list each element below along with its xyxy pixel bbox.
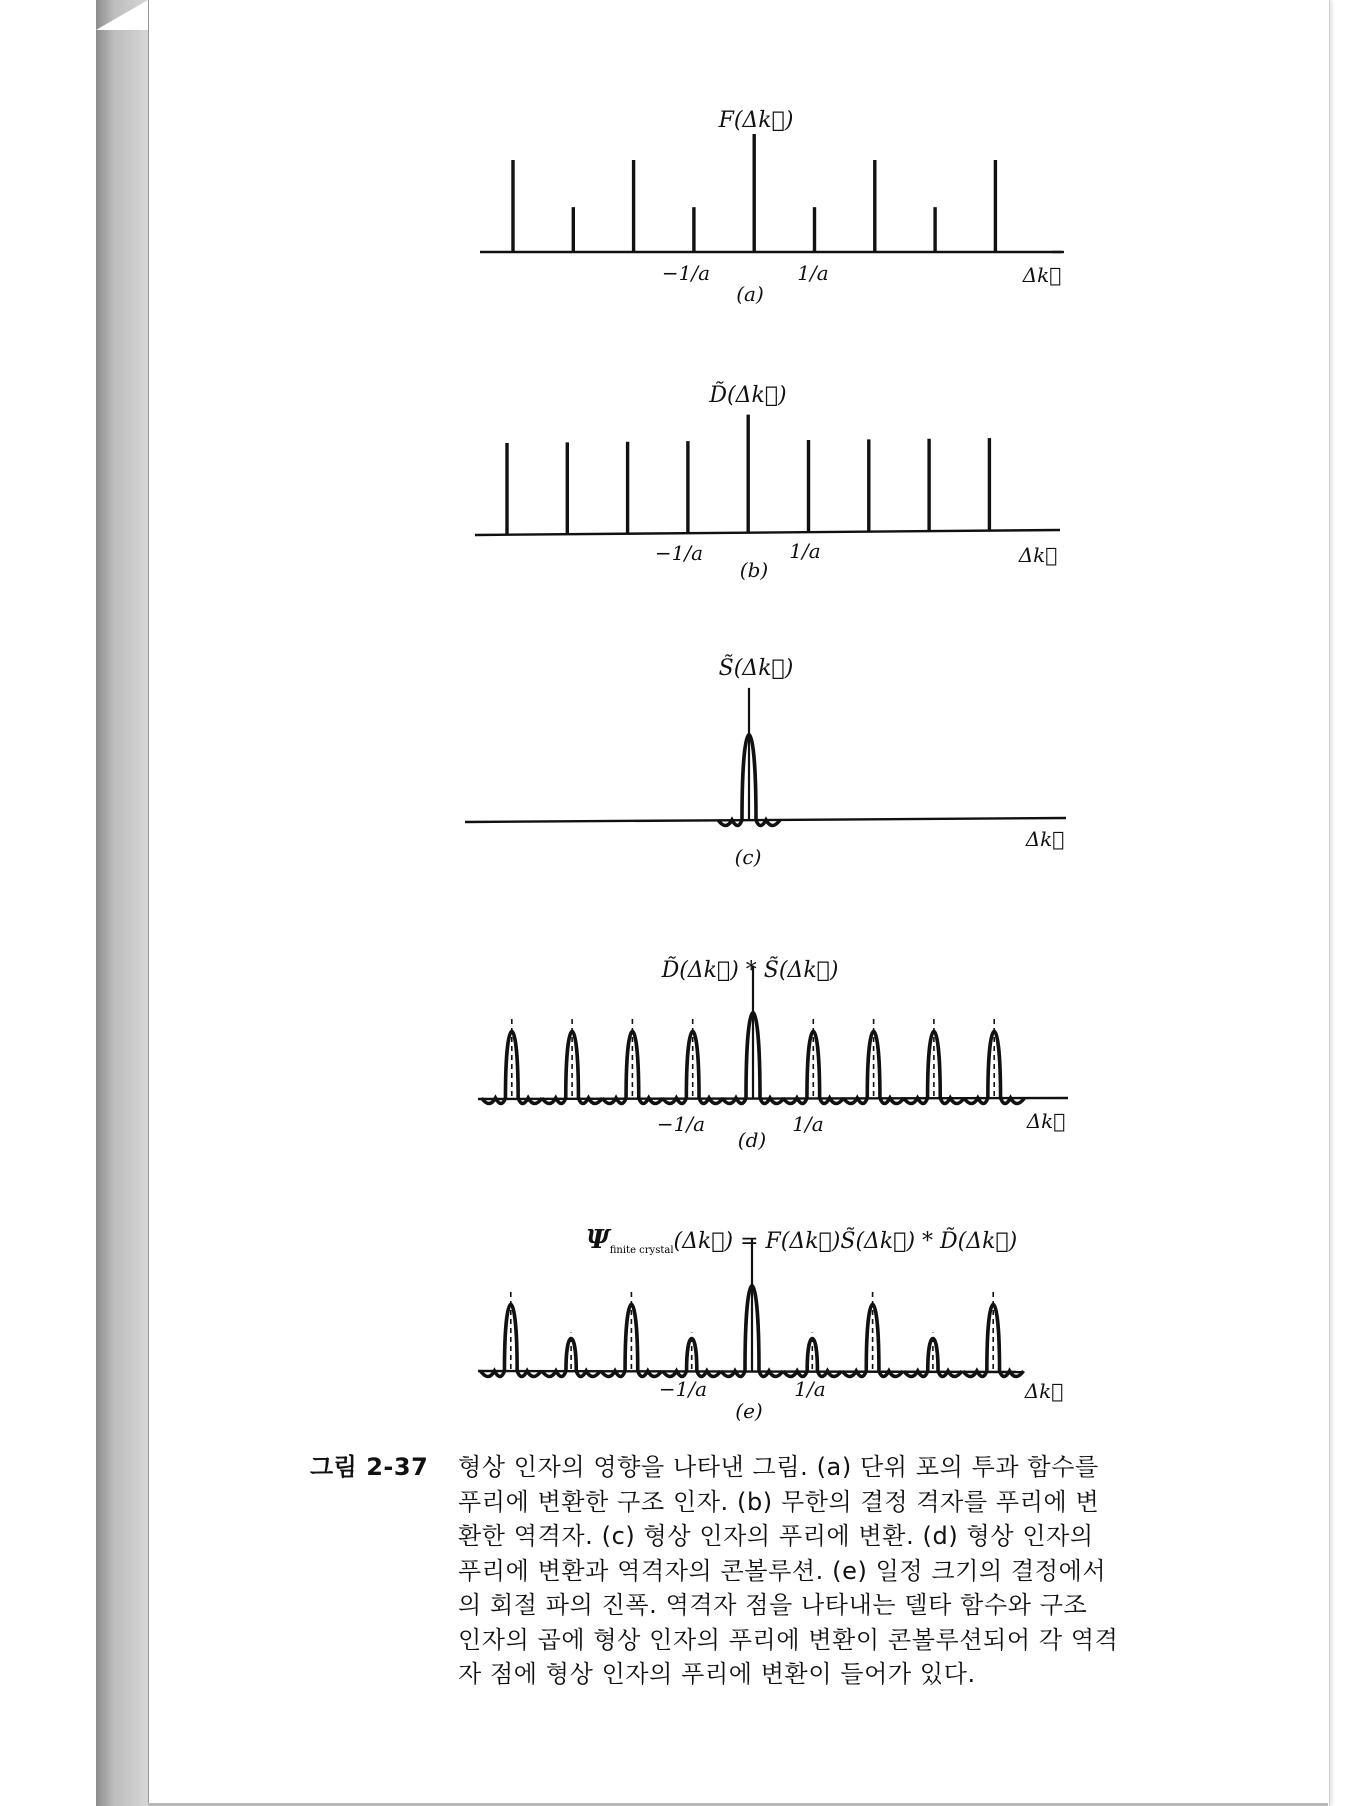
panel-e-peak--3: [542, 1332, 600, 1376]
panel-d-axis-label: Δk⃗: [1026, 1109, 1066, 1133]
panel-d-title: D̃(Δk⃗) * S̃(Δk⃗): [661, 958, 839, 983]
panel-e-tick-pos: 1/a: [794, 1377, 826, 1401]
panel-e-axis-label: Δk⃗: [1024, 1379, 1064, 1403]
panel-d-label: (d): [737, 1128, 767, 1152]
panel-b-tick-neg: −1/a: [654, 541, 704, 565]
panel-d-peaks: [481, 966, 1024, 1104]
panel-d-peak-4: [964, 1019, 1025, 1104]
panel-c-axis-label: Δk⃗: [1025, 827, 1065, 851]
panel-d-tick-neg: −1/a: [656, 1112, 706, 1136]
panel-c-title: S̃(Δk⃗): [718, 656, 794, 681]
panel-d-peak--1: [662, 1019, 723, 1104]
caption-line: 인자의 곱에 형상 인자의 푸리에 변환이 콘볼루션되어 각 역격: [458, 1625, 1119, 1654]
panel-e-peak--1: [663, 1332, 721, 1376]
panel-d-peak--2: [602, 1019, 663, 1104]
panel-a-title: F(Δk⃗): [718, 108, 794, 133]
panel-e-peak-3: [904, 1332, 962, 1376]
panel-e-tick-neg: −1/a: [658, 1377, 708, 1401]
panel-c: [465, 655, 1066, 869]
panel-a-tick-pos: 1/a: [797, 261, 829, 285]
panel-d-peak-2: [843, 1019, 904, 1104]
panel-e-peak--2: [601, 1292, 662, 1377]
panel-a-label: (a): [736, 282, 764, 306]
caption-line: 자 점에 형상 인자의 푸리에 변환이 들어가 있다.: [458, 1660, 976, 1688]
panel-b-label: (b): [739, 558, 769, 582]
caption-line: 푸리에 변환한 구조 인자. (b) 무한의 결정 격자를 푸리에 변: [458, 1487, 1100, 1516]
panel-d-peak--4: [481, 1019, 542, 1104]
panel-d-peak--3: [542, 1019, 603, 1104]
panel-e-title-subscript: finite crystal: [609, 1245, 674, 1256]
panel-b-peaks: [507, 415, 989, 535]
panel-c-peak-0: [718, 688, 780, 826]
panel-d-peak-3: [904, 1019, 965, 1104]
caption-label: 그림 2-37: [310, 1453, 429, 1481]
panel-e-peak--4: [480, 1292, 541, 1377]
panel-c-peaks: [718, 688, 780, 826]
panel-d-tick-pos: 1/a: [792, 1112, 824, 1136]
caption-line: 푸리에 변환과 역격자의 콘볼루션. (e) 일정 크기의 결정에서: [458, 1556, 1107, 1585]
panel-d-peak-0: [722, 966, 784, 1104]
panel-e-peaks: [480, 1239, 1023, 1377]
panel-a: [480, 108, 1064, 306]
panel-e-peak-4: [963, 1292, 1024, 1377]
panel-d-peak-1: [783, 1019, 844, 1104]
caption-line: 형상 인자의 영향을 나타낸 그림. (a) 단위 포의 투과 함수를: [458, 1453, 1099, 1481]
panel-a-tick-neg: −1/a: [661, 261, 711, 285]
panel-b: [475, 382, 1060, 582]
panel-d: [478, 957, 1068, 1152]
caption-line: 환한 역격자. (c) 형상 인자의 푸리에 변환. (d) 형상 인자의: [458, 1522, 1094, 1550]
panel-b-axis: [475, 530, 1060, 535]
panel-a-peaks: [513, 134, 995, 252]
panel-a-axis-label: Δk⃗: [1022, 263, 1062, 287]
panel-e-title: [586, 1225, 1017, 1256]
panel-b-tick-pos: 1/a: [789, 539, 821, 563]
panel-e-peak-1: [783, 1332, 841, 1376]
panel-e-title-psi: Ψ: [586, 1225, 610, 1255]
caption-text: [458, 1450, 1202, 1692]
panel-e-peak-0: [721, 1239, 783, 1377]
panel-b-title: D̃(Δk⃗): [709, 383, 787, 408]
panel-c-label: (c): [734, 845, 762, 869]
panel-e-label: (e): [735, 1399, 763, 1423]
panel-e: [478, 1225, 1063, 1423]
panel-e-axis: [478, 1371, 1022, 1372]
panel-e-peak-2: [842, 1292, 903, 1377]
caption-line: 의 회절 파의 진폭. 역격자 점을 나타내는 델타 함수와 구조: [458, 1591, 1088, 1619]
panel-e-title-expression: (Δk⃗) = F(Δk⃗)S̃(Δk⃗) * D̃(Δk⃗): [673, 1229, 1018, 1254]
panel-b-axis-label: Δk⃗: [1018, 543, 1058, 567]
